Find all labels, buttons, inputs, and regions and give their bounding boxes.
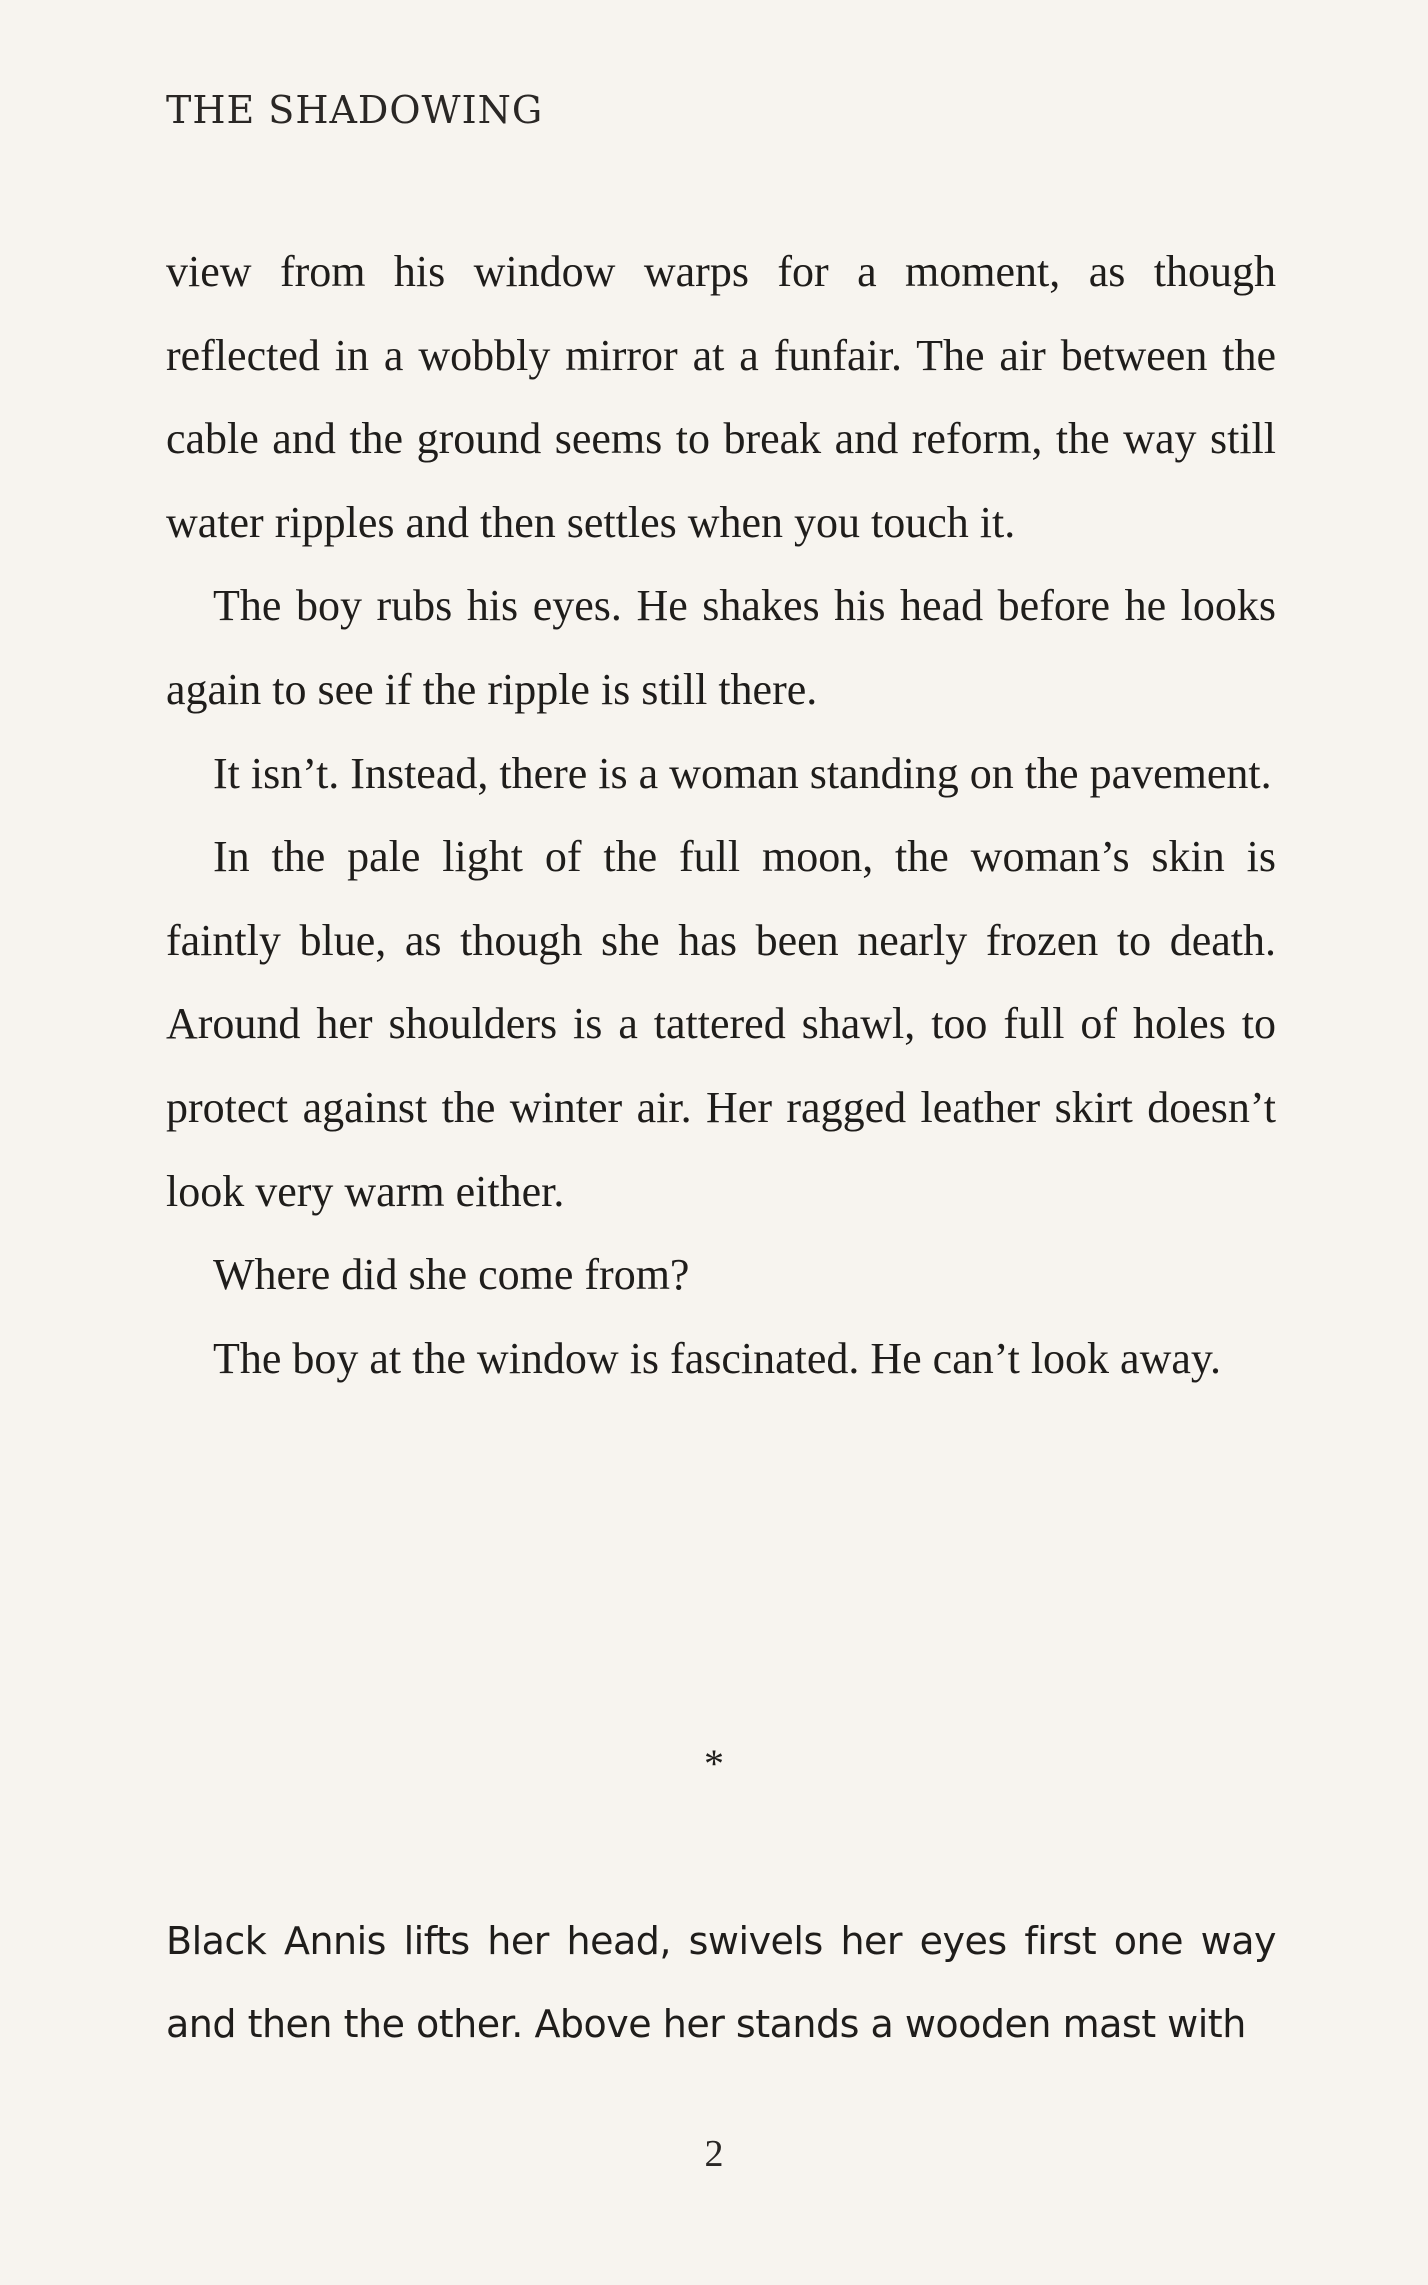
scene-break-asterisk: * xyxy=(704,1741,724,1786)
main-text xyxy=(166,230,1276,1400)
paragraph: It isn’t. Instead, there is a woman standing on the pavement. xyxy=(213,748,1272,798)
paragraph-section-start: Black Annis lifts her head, swivels her eyes first one way and then the other. Above her stands a wooden mast with xyxy=(166,1919,1276,2046)
paragraph-continued: view from his window warps for a moment, as though reflected in a wobbly mirror at a funfair. The air between the cable and the ground seems to break and reform, the way still water ripples and then settles when you touch it. xyxy=(166,247,1276,547)
paragraph: The boy at the window is fascinated. He can’t look away. xyxy=(213,1333,1222,1383)
paragraph: Where did she come from? xyxy=(213,1250,690,1300)
paragraph: In the pale light of the full moon, the woman’s skin is faintly blue, as though she has been nearly frozen to death. Around her shoulders is a tattered shawl, too full of holes to protect against the winter air. Her ragged leather skirt doesn’t look very warm either. xyxy=(166,832,1276,1216)
page-number: 2 xyxy=(704,2133,724,2175)
running-head: THE SHADOWING xyxy=(166,88,544,132)
paragraph: The boy rubs his eyes. He shakes his head before he looks again to see if the ripple is still there. xyxy=(166,581,1276,714)
second-section-text xyxy=(166,1900,1276,2066)
